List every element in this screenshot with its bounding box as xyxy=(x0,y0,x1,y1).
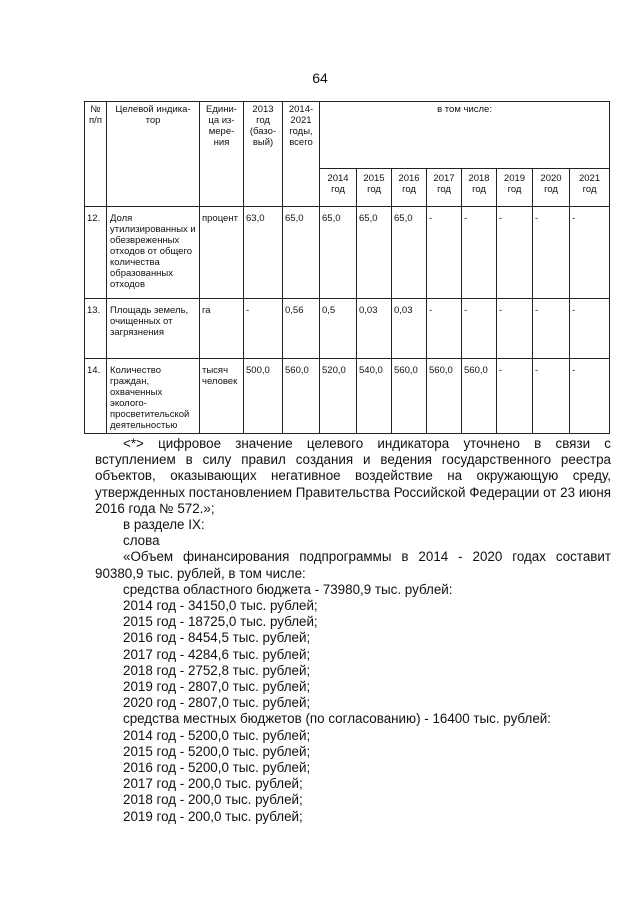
budget-year-line: 2018 год - 2752,8 тыс. рублей; xyxy=(123,662,311,678)
row-year-value: - xyxy=(497,359,533,434)
budget-year-line: 2020 год - 2807,0 тыс. рублей; xyxy=(123,695,311,711)
budget-year-line: 2014 год - 34150,0 тыс. рублей; xyxy=(123,598,318,614)
row-year-value: - xyxy=(570,359,610,434)
header-year: 2019 год xyxy=(497,169,533,207)
budget-year-line: 2016 год - 8454,5 тыс. рублей; xyxy=(123,630,311,646)
local-budget-line: средства местных бюджетов (по согласованию) - 16400 тыс. рублей: xyxy=(123,711,551,727)
budget-year-line: 2018 год - 200,0 тыс. рублей; xyxy=(123,792,303,808)
budget-year-line: 2014 год - 5200,0 тыс. рублей; xyxy=(123,727,311,743)
header-year: 2021 год xyxy=(570,169,610,207)
header-year: 2020 год xyxy=(533,169,570,207)
row-year-value: 560,0 xyxy=(427,359,462,434)
row-year-value: 0,5 xyxy=(320,299,357,359)
budget-year-line: 2019 год - 2807,0 тыс. рублей; xyxy=(123,679,311,695)
row-base: 500,0 xyxy=(244,359,283,434)
row-year-value: - xyxy=(497,299,533,359)
budget-year-line: 2015 год - 5200,0 тыс. рублей; xyxy=(123,743,311,759)
row-year-value: 65,0 xyxy=(392,207,427,299)
row-year-value: - xyxy=(427,207,462,299)
header-year: 2015 год xyxy=(357,169,392,207)
row-year-value: 560,0 xyxy=(462,359,497,434)
header-including: в том числе: xyxy=(320,102,610,169)
indicators-table xyxy=(84,101,610,434)
row-year-value: 540,0 xyxy=(357,359,392,434)
row-total: 0,56 xyxy=(283,299,320,359)
table-row xyxy=(85,299,610,359)
row-unit: тысяч человек xyxy=(200,359,244,434)
header-unit: Едини-ца из-мере-ния xyxy=(200,102,244,207)
row-year-value: - xyxy=(462,207,497,299)
page-number: 64 xyxy=(312,70,328,86)
row-year-value: 0,03 xyxy=(392,299,427,359)
row-indicator: Количество граждан, охваченных эколого-просветительской деятельностью xyxy=(107,359,200,434)
budget-year-line: 2016 год - 5200,0 тыс. рублей; xyxy=(123,760,311,776)
row-year-value: 0,03 xyxy=(357,299,392,359)
row-year-value: 560,0 xyxy=(392,359,427,434)
row-num: 14. xyxy=(85,359,107,434)
row-year-value: - xyxy=(427,299,462,359)
document-body xyxy=(95,436,611,825)
budget-year-line: 2017 год - 200,0 тыс. рублей; xyxy=(123,776,303,792)
row-year-value: - xyxy=(533,207,570,299)
row-year-value: 65,0 xyxy=(357,207,392,299)
row-year-value: - xyxy=(570,207,610,299)
header-indicator: Целевой индика-тор xyxy=(107,102,200,207)
budget-year-line: 2017 год - 4284,6 тыс. рублей; xyxy=(123,646,311,662)
row-year-value: 65,0 xyxy=(320,207,357,299)
section-line: в разделе IX: xyxy=(123,517,205,533)
row-indicator: Доля утилизированных и обезвреженных отходов от общего количества образованных отходов xyxy=(107,207,200,299)
row-year-value: - xyxy=(570,299,610,359)
header-num: № п/п xyxy=(85,102,107,207)
row-year-value: - xyxy=(497,207,533,299)
header-year: 2018 год xyxy=(462,169,497,207)
row-total: 560,0 xyxy=(283,359,320,434)
table-row xyxy=(85,359,610,434)
row-num: 12. xyxy=(85,207,107,299)
footnote-paragraph: <*> цифровое значение целевого индикатора уточнено в связи с вступлением в силу правил создания и ведения государственного реестра объектов, оказывающих негативное воздействие на окружающую среду, утвержденных постановлением Правительства Российской Федерации от 23 июня 2016 года № 572.»; xyxy=(95,436,611,516)
table-row xyxy=(85,207,610,299)
row-year-value: - xyxy=(533,359,570,434)
words-line: слова xyxy=(123,533,160,549)
row-total: 65,0 xyxy=(283,207,320,299)
regional-budget-line: средства областного бюджета - 73980,9 тыс. рублей: xyxy=(123,581,453,597)
header-base-year: 2013 год (базо-вый) xyxy=(244,102,283,207)
row-base: 63,0 xyxy=(244,207,283,299)
budget-year-line: 2019 год - 200,0 тыс. рублей; xyxy=(123,808,303,824)
header-total: 2014-2021 годы, всего xyxy=(283,102,320,207)
table-header-row xyxy=(85,102,610,169)
quote-paragraph: «Объем финансирования подпрограммы в 2014 - 2020 годах составит 90380,9 тыс. рублей, в том числе: xyxy=(95,549,611,581)
header-year: 2016 год xyxy=(392,169,427,207)
header-year: 2014 год xyxy=(320,169,357,207)
row-year-value: - xyxy=(533,299,570,359)
row-year-value: 520,0 xyxy=(320,359,357,434)
row-year-value: - xyxy=(462,299,497,359)
header-year: 2017 год xyxy=(427,169,462,207)
budget-year-line: 2015 год - 18725,0 тыс. рублей; xyxy=(123,614,318,630)
row-base: - xyxy=(244,299,283,359)
row-unit: процент xyxy=(200,207,244,299)
row-num: 13. xyxy=(85,299,107,359)
row-unit: га xyxy=(200,299,244,359)
row-indicator: Площадь земель, очищенных от загрязнения xyxy=(107,299,200,359)
